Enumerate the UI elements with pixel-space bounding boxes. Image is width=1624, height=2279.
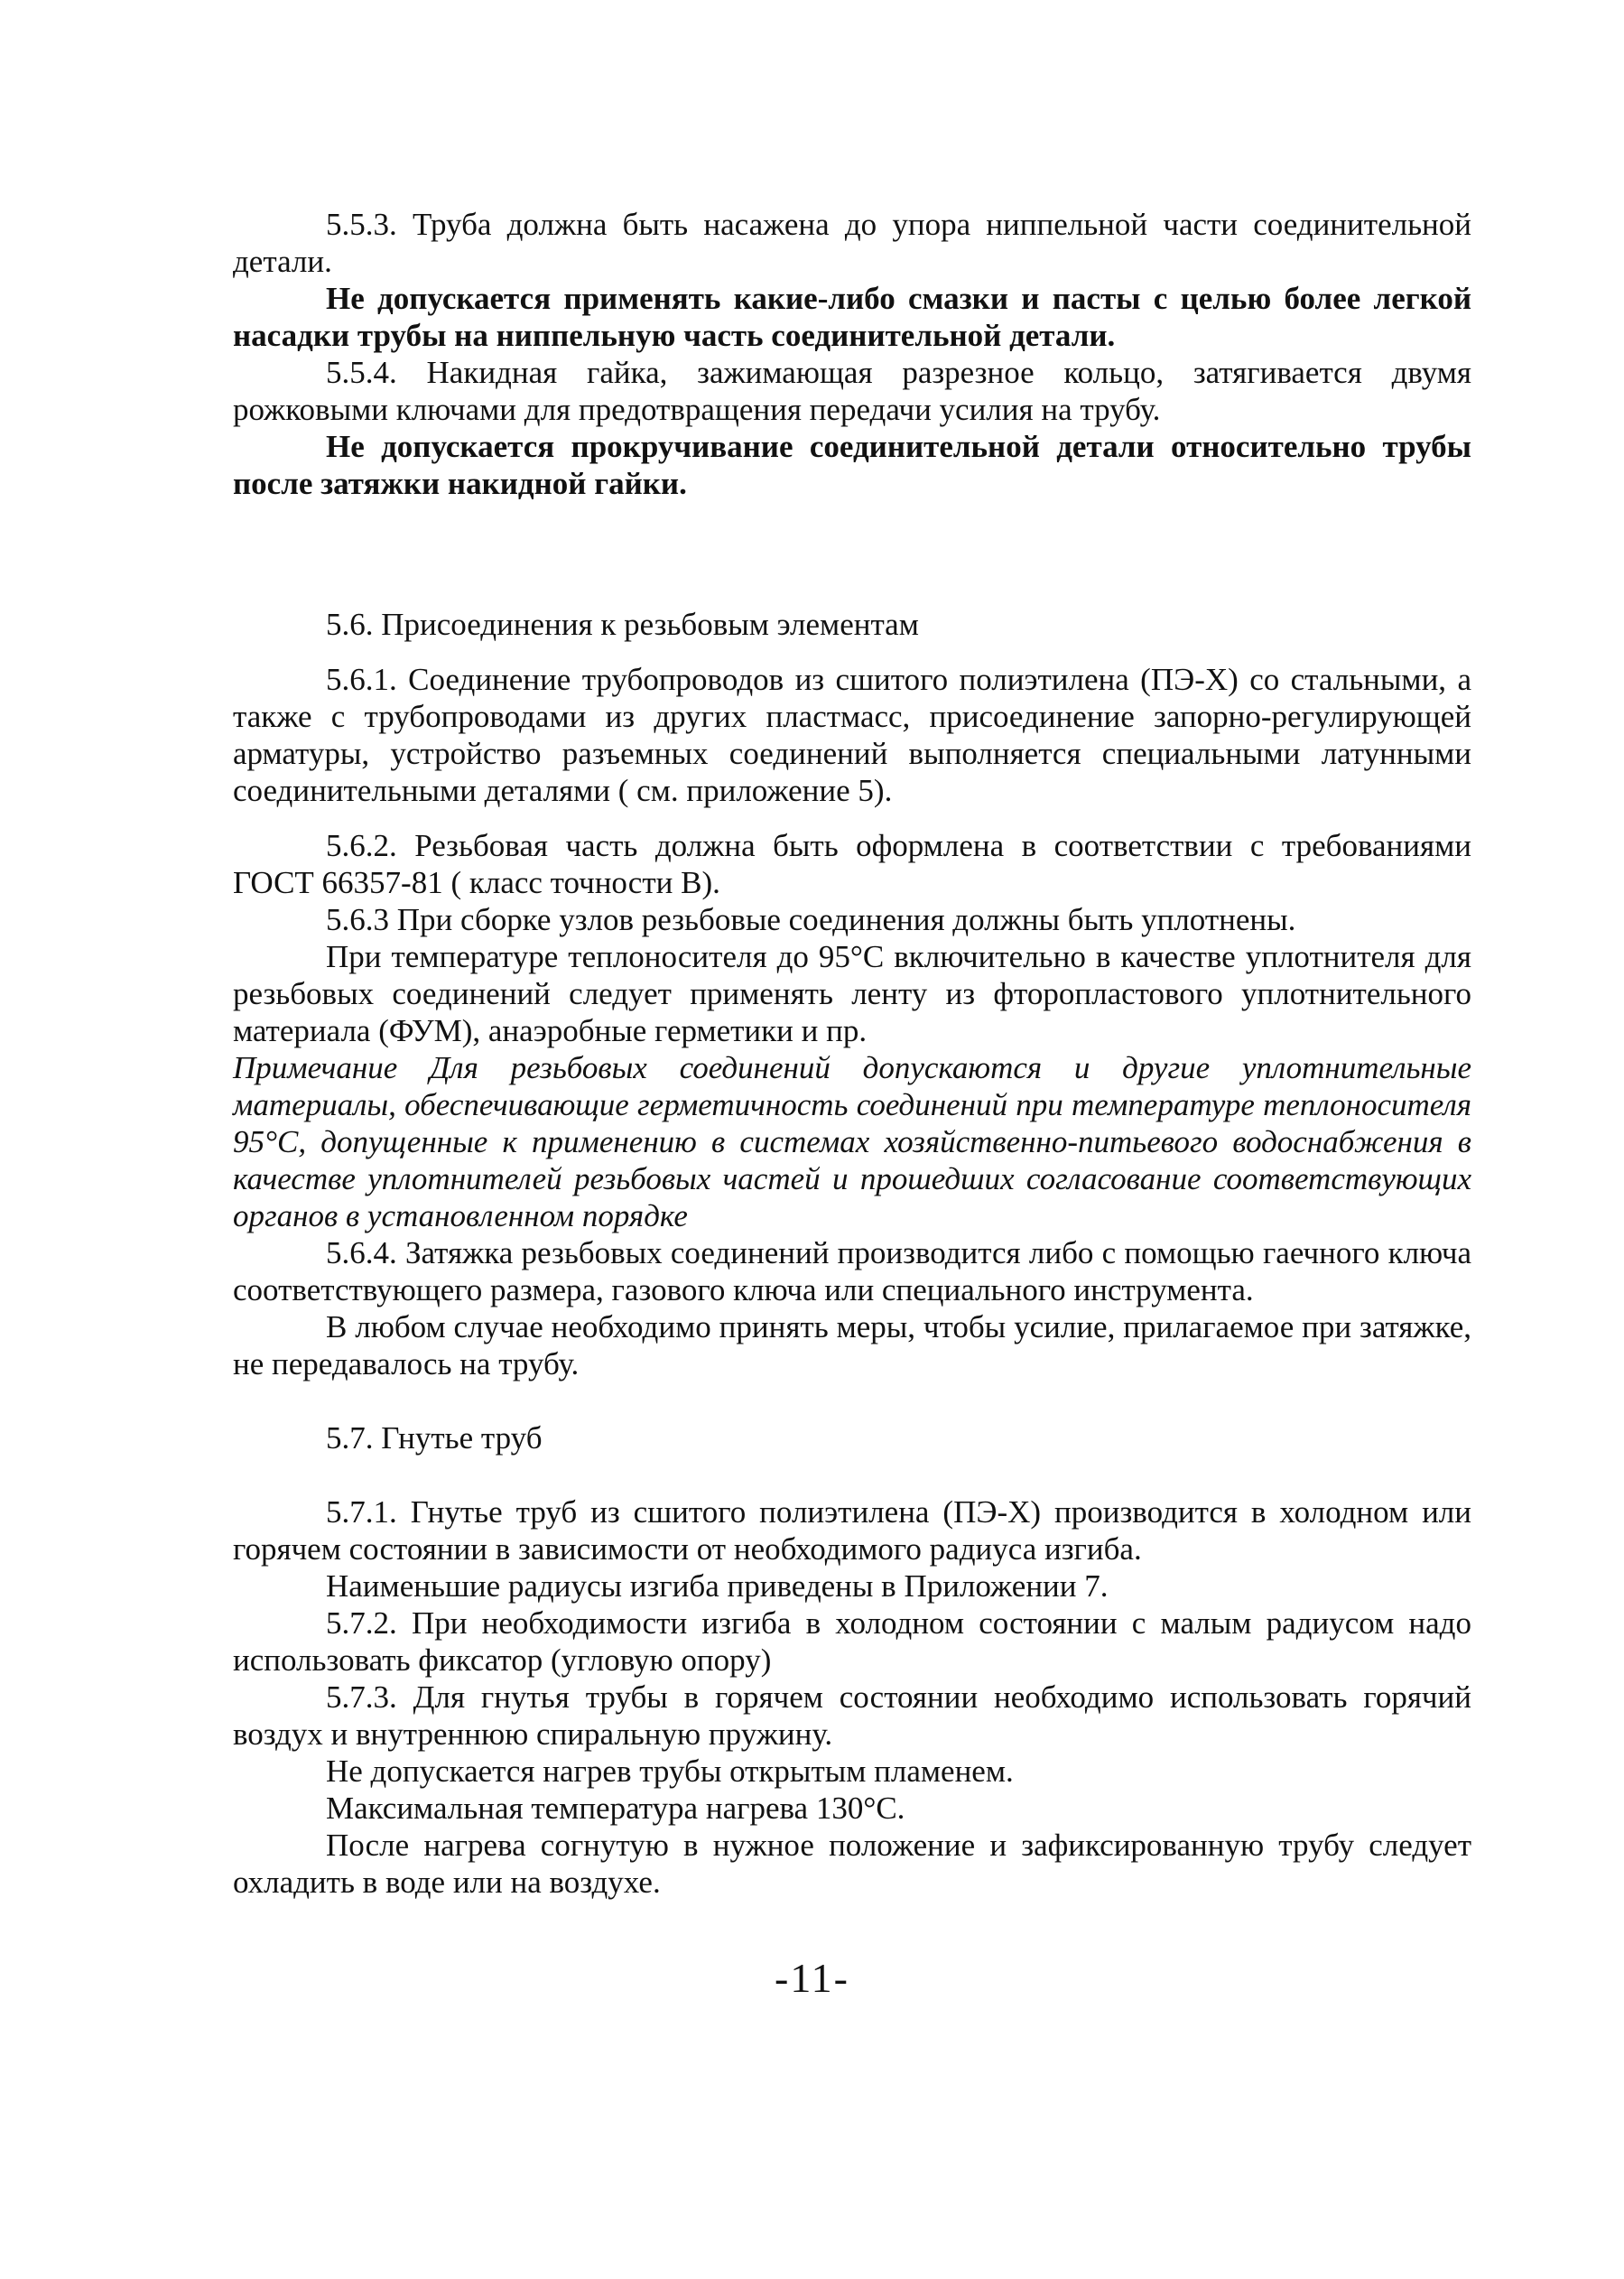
spacer bbox=[233, 643, 1471, 661]
spacer bbox=[233, 502, 1471, 606]
spacer bbox=[233, 1382, 1471, 1419]
spacer bbox=[233, 1456, 1471, 1493]
paragraph-cooling: После нагрева согнутую в нужное положение и зафиксированную трубу следует охладить в воде или на воздухе. bbox=[233, 1828, 1471, 1900]
warning-no-lubricant: Не допускается применять какие-либо смазки и пасты с целью более легкой насадки трубы на ниппельную часть соединительной детали. bbox=[233, 281, 1471, 353]
page-number: -11- bbox=[775, 1955, 849, 2001]
paragraph-bend-radii: Наименьшие радиусы изгиба приведены в Приложении 7. bbox=[326, 1568, 1109, 1604]
paragraph-no-open-flame: Не допускается нагрев трубы открытым пламенем. bbox=[326, 1753, 1014, 1789]
paragraph-5-6-1: 5.6.1. Соединение трубопроводов из сшитого полиэтилена (ПЭ-Х) со стальными, а также с трубопроводами из других пластмасс, присоединение запорно-регулирующей арматуры, устройство разъемных соединений выполняется специальными латунными соединительными деталями ( см. приложение 5). bbox=[233, 662, 1471, 808]
paragraph-5-6-4: 5.6.4. Затяжка резьбовых соединений производится либо с помощью гаечного ключа соответствующего размера, газового ключа или специального инструмента. bbox=[233, 1235, 1471, 1307]
paragraph-5-5-4: 5.5.4. Накидная гайка, зажимающая разрезное кольцо, затягивается двумя рожковыми ключами для предотвращения передачи усилия на трубу. bbox=[233, 355, 1471, 427]
document-body bbox=[233, 206, 1471, 1901]
section-heading-5-7: 5.7. Гнутье труб bbox=[326, 1420, 543, 1456]
paragraph-5-7-3: 5.7.3. Для гнутья трубы в горячем состоянии необходимо использовать горячий воздух и внутреннюю спиральную пружину. bbox=[233, 1679, 1471, 1752]
paragraph-sealant-temperature: При температуре теплоносителя до 95°С включительно в качестве уплотнителя для резьбовых соединений следует применять ленту из фторопластового уплотнительного материала (ФУМ), анаэробные герметики и пр. bbox=[233, 939, 1471, 1048]
note-sealants: Примечание Для резьбовых соединений допускаются и другие уплотнительные материалы, обеспечивающие герметичность соединений при температуре теплоносителя 95°С, допущенные к применению в системах хозяйственно-питьевого водоснабжения в качестве уплотнителей резьбовых частей и прошедших согласование соответствующих органов в установленном порядке bbox=[233, 1050, 1471, 1233]
paragraph-5-7-2: 5.7.2. При необходимости изгиба в холодном состоянии с малым радиусом надо использовать фиксатор (угловую опору) bbox=[233, 1605, 1471, 1678]
paragraph-max-heating-temperature: Максимальная температура нагрева 130°С. bbox=[326, 1791, 905, 1826]
spacer bbox=[233, 809, 1471, 827]
section-heading-5-6: 5.6. Присоединения к резьбовым элементам bbox=[326, 607, 919, 642]
paragraph-5-5-3: 5.5.3. Труба должна быть насажена до упора ниппельной части соединительной детали. bbox=[233, 207, 1471, 279]
paragraph-5-6-2: 5.6.2. Резьбовая часть должна быть оформлена в соответствии с требованиями ГОСТ 66357-81 ( класс точности В). bbox=[233, 828, 1471, 900]
warning-no-rotation: Не допускается прокручивание соединительной детали относительно трубы после затяжки накидной гайки. bbox=[233, 429, 1471, 501]
paragraph-tightening-measures: В любом случае необходимо принять меры, чтобы усилие, прилагаемое при затяжке, не передавалось на трубу. bbox=[233, 1309, 1471, 1381]
paragraph-5-6-3: 5.6.3 При сборке узлов резьбовые соединения должны быть уплотнены. bbox=[326, 902, 1296, 937]
paragraph-5-7-1: 5.7.1. Гнутье труб из сшитого полиэтилена (ПЭ-Х) производится в холодном или горячем состоянии в зависимости от необходимого радиуса изгиба. bbox=[233, 1494, 1471, 1567]
